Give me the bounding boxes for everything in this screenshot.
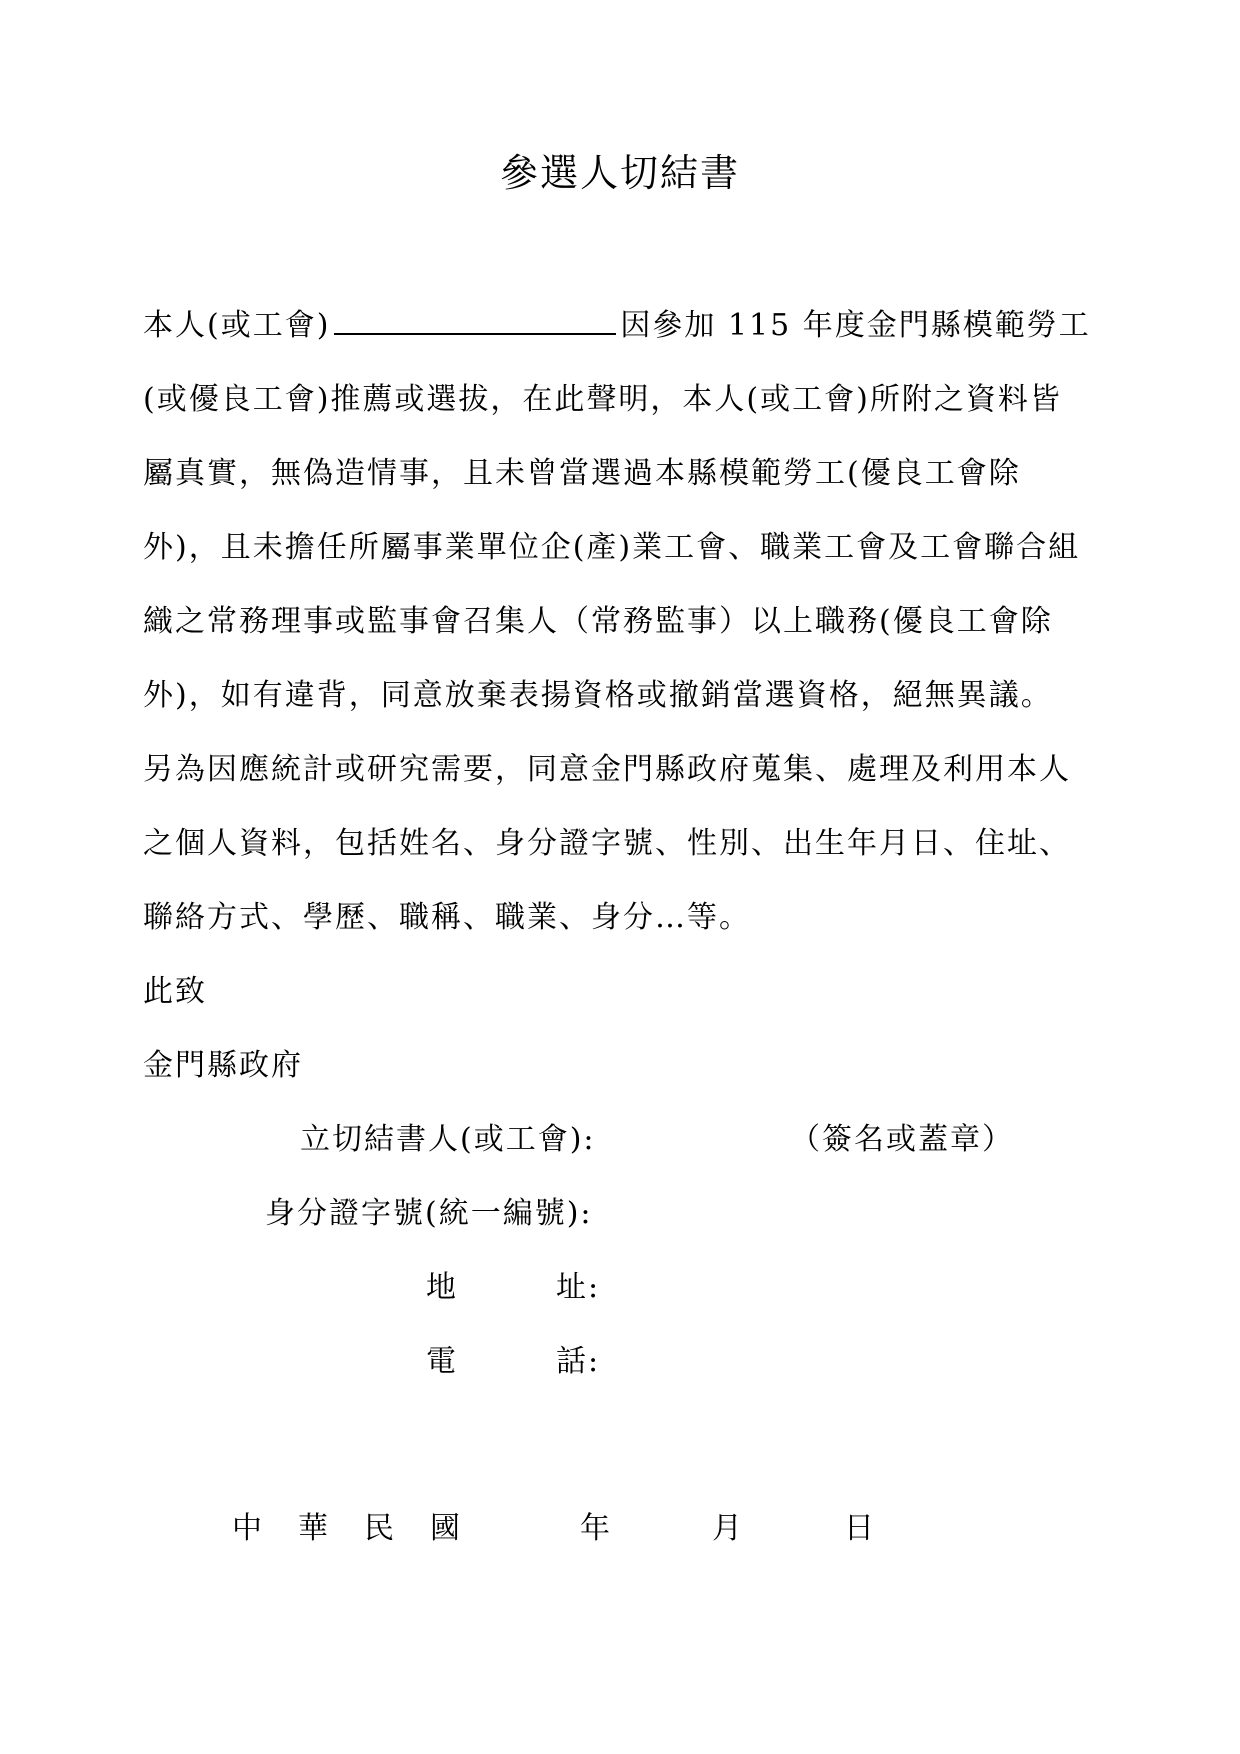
date-day-label: 日 bbox=[844, 1511, 874, 1546]
date-year-label: 年 bbox=[580, 1511, 610, 1546]
paragraph-line-6: 外)，如有違背，同意放棄表揚資格或撤銷當選資格，絕無異議。 bbox=[143, 678, 1053, 713]
applicant-suffix: 因參加 115 年度金門縣模範勞工 bbox=[620, 308, 1091, 343]
document-title: 參選人切結書 bbox=[499, 151, 740, 195]
applicant-prefix: 本人(或工會) bbox=[143, 308, 331, 343]
date-char-hua: 華 bbox=[298, 1511, 328, 1546]
paragraph-line-2: (或優良工會)推薦或選拔，在此聲明，本人(或工會)所附之資料皆 bbox=[143, 382, 1062, 417]
address-label-part2: 址: bbox=[556, 1270, 601, 1305]
recipient: 金門縣政府 bbox=[143, 1048, 303, 1083]
signer-label: 立切結書人(或工會): bbox=[300, 1122, 596, 1157]
date-char-min: 民 bbox=[364, 1511, 394, 1546]
paragraph-line-8: 之個人資料，包括姓名、身分證字號、性別、出生年月日、住址、 bbox=[143, 826, 1071, 861]
applicant-name-blank[interactable] bbox=[334, 307, 616, 335]
date-char-zhong: 中 bbox=[232, 1511, 262, 1546]
paragraph-line-3: 屬真實，無偽造情事，且未曾當選過本縣模範勞工(優良工會除 bbox=[143, 456, 1021, 491]
phone-label-part2: 話: bbox=[556, 1344, 601, 1379]
phone-label-part1: 電 bbox=[426, 1344, 458, 1379]
signer-note: （簽名或蓋章） bbox=[790, 1122, 1014, 1157]
date-month-label: 月 bbox=[712, 1511, 742, 1546]
address-label-part1: 地 bbox=[426, 1270, 458, 1305]
paragraph-line-4: 外)，且未擔任所屬事業單位企(產)業工會、職業工會及工會聯合組 bbox=[143, 530, 1081, 565]
paragraph-line-5: 織之常務理事或監事會召集人（常務監事）以上職務(優良工會除 bbox=[143, 604, 1053, 639]
paragraph-line-7: 另為因應統計或研究需要，同意金門縣政府蒐集、處理及利用本人 bbox=[143, 752, 1071, 787]
date-char-guo: 國 bbox=[430, 1511, 460, 1546]
paragraph-line-9: 聯絡方式、學歷、職稱、職業、身分…等。 bbox=[143, 900, 751, 935]
salutation: 此致 bbox=[143, 974, 207, 1009]
id-number-label: 身分證字號(統一編號): bbox=[265, 1196, 593, 1231]
paragraph-line-1 bbox=[143, 306, 1103, 346]
